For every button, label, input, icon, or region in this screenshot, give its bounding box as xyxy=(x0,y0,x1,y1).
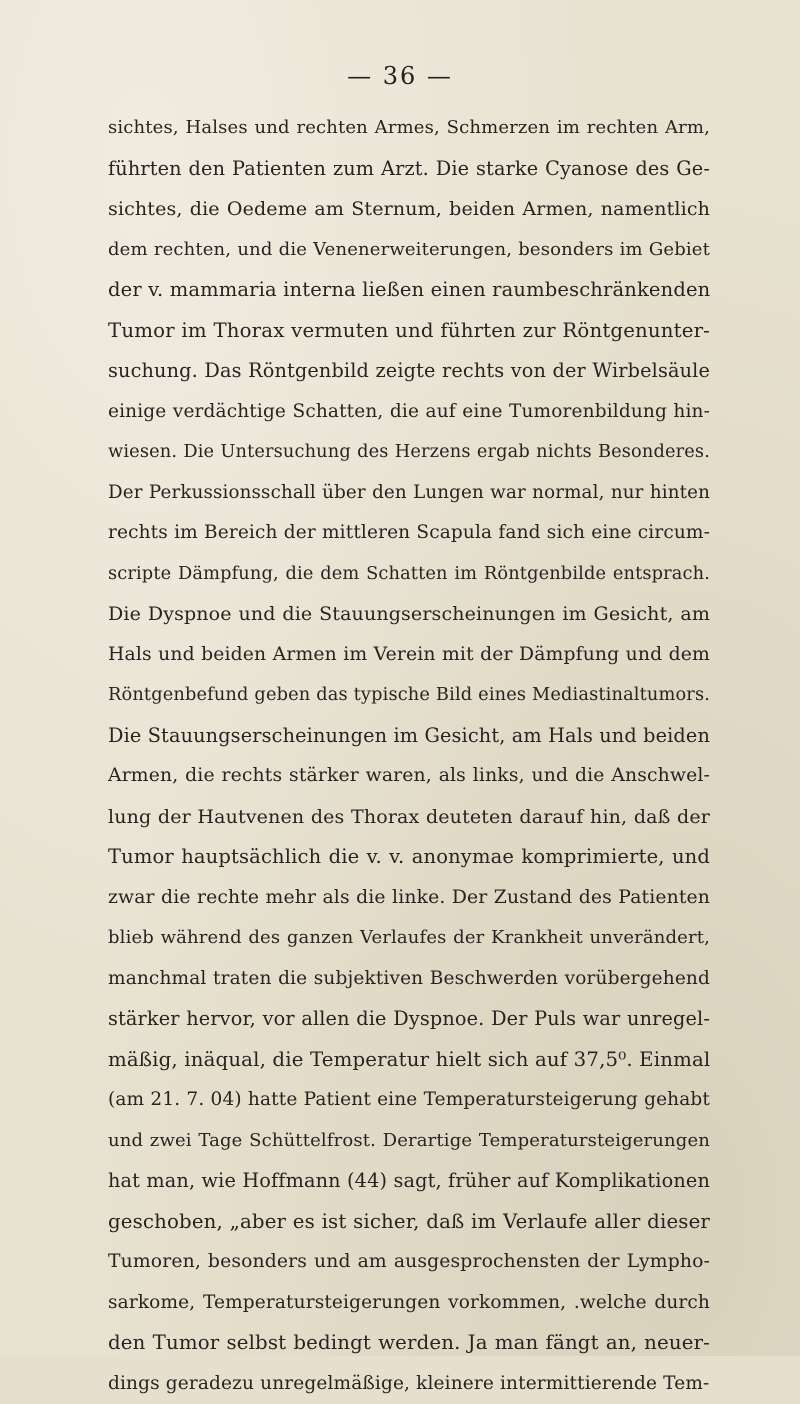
text-line: Tumor im Thorax vermuten und führten zur Röntgenunter- xyxy=(108,311,710,352)
text-line: dem rechten, und die Venenerweiterungen, besonders im Gebiet xyxy=(108,230,710,271)
text-line: Armen, die rechts stärker waren, als links, und die Anschwel- xyxy=(108,756,710,797)
text-line: Die Dyspnoe und die Stauungserscheinungen im Gesicht, am xyxy=(108,594,710,635)
text-line: lung der Hautvenen des Thorax deuteten darauf hin, daß der xyxy=(108,797,710,838)
text-line: geschoben, „aber es ist sicher, daß im Verlaufe aller dieser xyxy=(108,1202,710,1243)
text-line: suchung. Das Röntgenbild zeigte rechts von der Wirbelsäule xyxy=(108,351,710,392)
text-line: Die Stauungserscheinungen im Gesicht, am Hals und beiden xyxy=(108,716,710,757)
text-line: Röntgenbefund geben das typische Bild eines Mediastinaltumors. xyxy=(108,675,710,716)
text-line: sarkome, Temperatursteigerungen vorkommen, .welche durch xyxy=(108,1283,710,1324)
text-line: blieb während des ganzen Verlaufes der Krankheit unverändert, xyxy=(108,918,710,959)
text-line: und zwei Tage Schüttelfrost. Derartige Temperatursteigerungen xyxy=(108,1121,710,1162)
text-line: sichtes, Halses und rechten Armes, Schmerzen im rechten Arm, xyxy=(108,108,710,149)
text-line: führten den Patienten zum Arzt. Die starke Cyanose des Ge- xyxy=(108,149,710,190)
text-line: wiesen. Die Untersuchung des Herzens ergab nichts Besonderes. xyxy=(108,432,710,473)
text-line: einige verdächtige Schatten, die auf eine Tumorenbildung hin- xyxy=(108,392,710,433)
text-line: stärker hervor, vor allen die Dyspnoe. Der Puls war unregel- xyxy=(108,999,710,1040)
text-line: Tumor hauptsächlich die v. v. anonymae komprimierte, und xyxy=(108,837,710,878)
text-line: zwar die rechte mehr als die linke. Der Zustand des Patienten xyxy=(108,878,710,919)
text-line: sichtes, die Oedeme am Sternum, beiden Armen, namentlich xyxy=(108,189,710,230)
text-line: (am 21. 7. 04) hatte Patient eine Temperatursteigerung gehabt xyxy=(108,1080,710,1121)
text-line: Der Perkussionsschall über den Lungen war normal, nur hinten xyxy=(108,473,710,514)
page-number: — 36 — xyxy=(0,62,800,90)
text-line: der v. mammaria interna ließen einen raumbeschränkenden xyxy=(108,270,710,311)
text-line: scripte Dämpfung, die dem Schatten im Röntgenbilde entsprach. xyxy=(108,554,710,595)
text-line: Hals und beiden Armen im Verein mit der Dämpfung und dem xyxy=(108,635,710,676)
body-text xyxy=(108,108,710,1404)
text-line: mäßig, inäqual, die Temperatur hielt sich auf 37,5⁰. Einmal xyxy=(108,1040,710,1081)
text-line: rechts im Bereich der mittleren Scapula fand sich eine circum- xyxy=(108,513,710,554)
text-line: manchmal traten die subjektiven Beschwerden vorübergehend xyxy=(108,959,710,1000)
text-line: dings geradezu unregelmäßige, kleinere intermittierende Tem- xyxy=(108,1364,710,1404)
text-line: den Tumor selbst bedingt werden. Ja man fängt an, neuer- xyxy=(108,1323,710,1364)
text-line: hat man, wie Hoffmann (44) sagt, früher auf Komplikationen xyxy=(108,1161,710,1202)
text-line: Tumoren, besonders und am ausgesprochensten der Lympho- xyxy=(108,1242,710,1283)
